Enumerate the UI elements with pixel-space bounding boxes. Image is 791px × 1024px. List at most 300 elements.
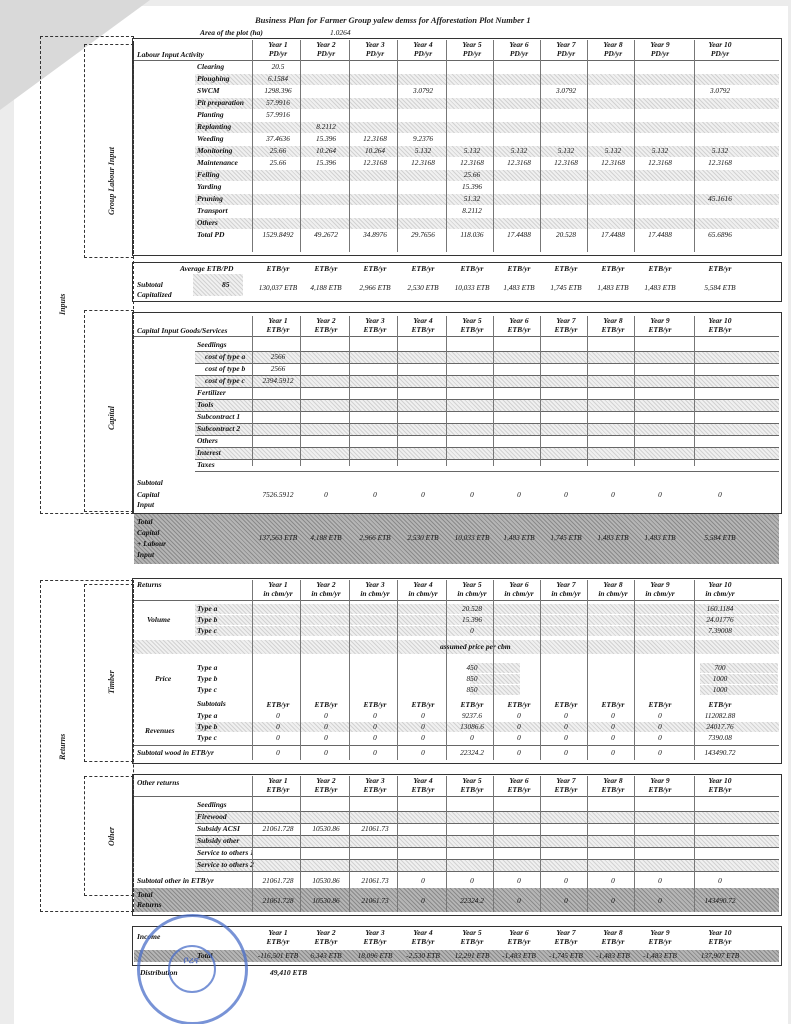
grid-line bbox=[134, 336, 779, 337]
grid-line bbox=[493, 40, 494, 252]
labour-activity-label: Yarding bbox=[197, 182, 222, 191]
timber-unit-header: in cbm/yr bbox=[645, 589, 675, 598]
labour-year-header: Year 1 bbox=[268, 40, 288, 49]
other-side-label: Other bbox=[107, 826, 116, 846]
total-returns-value: 143490.72 bbox=[704, 896, 736, 905]
labour-value: 12.3168 bbox=[411, 158, 435, 167]
other-subtotal-value: 10530.86 bbox=[312, 876, 340, 885]
revenue-value: 0 bbox=[564, 711, 568, 720]
labour-unit-header: PD/yr bbox=[413, 49, 433, 58]
labour-value: 12.3168 bbox=[363, 134, 387, 143]
timber-etb-unit: ETB/yr bbox=[460, 700, 484, 709]
total-input-value: 137,563 ETB bbox=[258, 533, 298, 542]
timber-year-header: Year 10 bbox=[708, 580, 732, 589]
income-unit-header: ETB/yr bbox=[648, 937, 672, 946]
volume-type-label: Type a bbox=[197, 604, 218, 613]
labour-year-header: Year 4 bbox=[413, 40, 433, 49]
other-year-header: Year 6 bbox=[509, 776, 529, 785]
income-year-header: Year 7 bbox=[556, 928, 576, 937]
labour-subtotal-unit: ETB/yr bbox=[363, 264, 387, 273]
labour-unit-header: PD/yr bbox=[365, 49, 385, 58]
other-subtotal-value: 0 bbox=[470, 876, 474, 885]
timber-subtotal-value: 0 bbox=[564, 748, 568, 757]
revenue-value: 0 bbox=[421, 733, 425, 742]
returns-side-label: Returns bbox=[58, 733, 67, 760]
other-value: 21061.728 bbox=[262, 824, 294, 833]
labour-value: 49.2672 bbox=[314, 230, 338, 239]
labour-value: 57.9916 bbox=[266, 110, 290, 119]
other-subtotal-value: 0 bbox=[658, 876, 662, 885]
capital-item-label: Subcontract 1 bbox=[197, 412, 241, 421]
income-year-header: Year 4 bbox=[413, 928, 433, 937]
income-total-value: 12,291 ETB bbox=[454, 951, 490, 960]
capital-item-label: Tools bbox=[197, 400, 214, 409]
timber-etb-unit: ETB/yr bbox=[314, 700, 338, 709]
capital-year-header: Year 6 bbox=[509, 316, 529, 325]
capital-subtotal-value: 7526.5912 bbox=[262, 490, 294, 499]
timber-subtotal-value: 0 bbox=[517, 748, 521, 757]
revenue-value: 0 bbox=[324, 733, 328, 742]
capital-subtotal-value: 0 bbox=[373, 490, 377, 499]
timber-subtotal-label: Subtotal wood in ETB/yr bbox=[137, 748, 214, 757]
page-title: Business Plan for Farmer Group yalew demss for Afforestation Plot Number 1 bbox=[255, 15, 531, 25]
row-shading bbox=[195, 122, 779, 133]
grid-line bbox=[195, 871, 779, 872]
revenue-value: 9237.6 bbox=[461, 711, 483, 720]
capital-subtotal-label-1: Subtotal bbox=[137, 478, 163, 487]
income-unit-header: ETB/yr bbox=[411, 937, 435, 946]
timber-subtotal-value: 0 bbox=[658, 748, 662, 757]
labour-value: 3.0792 bbox=[555, 86, 577, 95]
total-input-value: 2,966 ETB bbox=[359, 533, 391, 542]
labour-value: 17.4488 bbox=[601, 230, 625, 239]
income-year-header: Year 10 bbox=[708, 928, 732, 937]
row-shading bbox=[195, 812, 779, 823]
grid-line bbox=[634, 776, 635, 912]
grid-line bbox=[493, 316, 494, 466]
capital-unit-header: ETB/yr bbox=[314, 325, 338, 334]
grid-line bbox=[540, 580, 541, 760]
labour-value: 5.132 bbox=[711, 146, 729, 155]
volume-y5-value: 0 bbox=[470, 626, 474, 635]
labour-unit-header: PD/yr bbox=[316, 49, 336, 58]
grid-line bbox=[300, 316, 301, 466]
grid-line bbox=[134, 600, 779, 601]
other-unit-header: ETB/yr bbox=[460, 785, 484, 794]
grid-line bbox=[694, 580, 695, 760]
revenue-value: 24017.76 bbox=[706, 722, 734, 731]
timber-etb-unit: ETB/yr bbox=[266, 700, 290, 709]
revenue-value: 7390.08 bbox=[708, 733, 732, 742]
labour-value: 29.7656 bbox=[411, 230, 435, 239]
labour-activity-label: Others bbox=[197, 218, 218, 227]
capital-year-header: Year 5 bbox=[462, 316, 482, 325]
timber-unit-header: in cbm/yr bbox=[504, 589, 534, 598]
labour-unit-header: PD/yr bbox=[603, 49, 623, 58]
grid-line bbox=[540, 40, 541, 252]
grid-line bbox=[349, 580, 350, 760]
grid-line bbox=[587, 776, 588, 912]
other-subtotal-value: 21061.73 bbox=[361, 876, 389, 885]
grid-line bbox=[195, 411, 779, 412]
capital-unit-header: ETB/yr bbox=[411, 325, 435, 334]
income-unit-header: ETB/yr bbox=[554, 937, 578, 946]
grid-line bbox=[195, 847, 779, 848]
row-shading bbox=[195, 836, 779, 847]
labour-activity-label: Transport bbox=[197, 206, 228, 215]
timber-subtotal-value: 0 bbox=[276, 748, 280, 757]
other-year-header: Year 8 bbox=[603, 776, 623, 785]
grid-line bbox=[540, 776, 541, 912]
other-unit-header: ETB/yr bbox=[411, 785, 435, 794]
grid-line bbox=[300, 776, 301, 912]
revenue-value: 0 bbox=[276, 722, 280, 731]
area-value: 1.0264 bbox=[330, 28, 351, 37]
other-year-header: Year 7 bbox=[556, 776, 576, 785]
other-item-label: Subsidy ACSI bbox=[197, 824, 240, 833]
capital-subtotal-value: 0 bbox=[658, 490, 662, 499]
revenue-value: 0 bbox=[658, 711, 662, 720]
labour-subtotal-unit: ETB/yr bbox=[314, 264, 338, 273]
volume-label: Volume bbox=[147, 615, 171, 624]
labour-subtotal-unit: ETB/yr bbox=[266, 264, 290, 273]
capital-subtotal-value: 0 bbox=[324, 490, 328, 499]
subtotals-label: Subtotals bbox=[197, 699, 226, 708]
labour-value: 25.66 bbox=[269, 158, 287, 167]
labour-value: 20.528 bbox=[555, 230, 577, 239]
labour-value: 5.132 bbox=[414, 146, 432, 155]
price-y10-value: 1000 bbox=[712, 674, 728, 683]
other-item-label: Service to others 2 bbox=[197, 860, 254, 869]
income-year-header: Year 8 bbox=[603, 928, 623, 937]
labour-value: 1298.396 bbox=[264, 86, 292, 95]
other-year-header: Year 9 bbox=[650, 776, 670, 785]
labour-value: 12.3168 bbox=[601, 158, 625, 167]
other-unit-header: ETB/yr bbox=[266, 785, 290, 794]
income-total-value: -1,745 ETB bbox=[549, 951, 583, 960]
labour-subtotal-value: 1,745 ETB bbox=[550, 283, 582, 292]
other-subtotal-value: 0 bbox=[564, 876, 568, 885]
volume-y10-value: 7.39008 bbox=[708, 626, 732, 635]
labour-value: 25.66 bbox=[463, 170, 481, 179]
revenue-value: 0 bbox=[373, 722, 377, 731]
grid-line bbox=[587, 580, 588, 760]
timber-etb-unit: ETB/yr bbox=[601, 700, 625, 709]
grid-line bbox=[134, 745, 779, 746]
timber-year-header: Year 6 bbox=[509, 580, 529, 589]
labour-value: 65.6896 bbox=[708, 230, 732, 239]
grid-line bbox=[446, 40, 447, 252]
price-y10-value: 700 bbox=[714, 663, 726, 672]
timber-subtotal-value: 143490.72 bbox=[704, 748, 736, 757]
other-unit-header: ETB/yr bbox=[363, 785, 387, 794]
grid-line bbox=[349, 316, 350, 466]
timber-etb-unit: ETB/yr bbox=[411, 700, 435, 709]
grid-line bbox=[252, 316, 253, 466]
capital-item-label: cost of type b bbox=[205, 364, 246, 373]
other-item-label: Firewood bbox=[197, 812, 227, 821]
income-year-header: Year 6 bbox=[509, 928, 529, 937]
other-subtotal-label: Subtotal other in ETB/yr bbox=[137, 876, 214, 885]
capital-unit-header: ETB/yr bbox=[507, 325, 531, 334]
row-shading bbox=[195, 448, 779, 459]
labour-activity-label: SWCM bbox=[197, 86, 220, 95]
labour-activity-label: Pit preparation bbox=[197, 98, 244, 107]
grid-line bbox=[493, 580, 494, 760]
capital-item-label: cost of type c bbox=[205, 376, 245, 385]
labour-subtotal-value: 2,530 ETB bbox=[407, 283, 439, 292]
revenue-value: 0 bbox=[517, 722, 521, 731]
labour-activity-label: Weeding bbox=[197, 134, 224, 143]
capital-side-label: Capital bbox=[107, 405, 116, 430]
labour-value: 45.1616 bbox=[708, 194, 732, 203]
avg-etb-label: Average ETB/PD bbox=[180, 264, 234, 273]
price-y5-value: 850 bbox=[466, 674, 478, 683]
grid-line bbox=[446, 580, 447, 760]
labour-subtotal-label-2: Capitalized bbox=[137, 290, 172, 299]
total-returns-value: 0 bbox=[421, 896, 425, 905]
price-type-label: Type c bbox=[197, 685, 217, 694]
labour-value: 12.3168 bbox=[708, 158, 732, 167]
timber-unit-header: in cbm/yr bbox=[598, 589, 628, 598]
labour-subtotal-unit: ETB/yr bbox=[507, 264, 531, 273]
capital-item-label: Subcontract 2 bbox=[197, 424, 241, 433]
labour-year-header: Year 3 bbox=[365, 40, 385, 49]
total-input-label-4: Input bbox=[137, 550, 155, 559]
income-label: Income bbox=[137, 932, 161, 941]
other-header-label: Other returns bbox=[137, 778, 180, 787]
area-label: Area of the plot (ha) bbox=[200, 28, 263, 37]
price-type-label: Type b bbox=[197, 674, 218, 683]
price-y10-value: 1000 bbox=[712, 685, 728, 694]
labour-subtotal-unit: ETB/yr bbox=[411, 264, 435, 273]
revenue-value: 0 bbox=[658, 722, 662, 731]
other-subtotal-value: 21061.728 bbox=[262, 876, 294, 885]
revenue-value: 0 bbox=[421, 711, 425, 720]
labour-value: 118.036 bbox=[460, 230, 484, 239]
other-subtotal-value: 0 bbox=[517, 876, 521, 885]
distribution-label: Distribution bbox=[140, 968, 178, 977]
revenue-value: 0 bbox=[611, 733, 615, 742]
total-returns-value: 0 bbox=[658, 896, 662, 905]
labour-activity-label: Ploughing bbox=[197, 74, 230, 83]
labour-activity-label: Maintenance bbox=[197, 158, 238, 167]
labour-value: 3.0792 bbox=[412, 86, 434, 95]
labour-subtotal-value: 1,483 ETB bbox=[644, 283, 676, 292]
grid-line bbox=[694, 316, 695, 466]
grid-line bbox=[446, 776, 447, 912]
labour-value: 10.264 bbox=[364, 146, 386, 155]
income-total-value: 6,343 ETB bbox=[310, 951, 342, 960]
total-input-label-1: Total bbox=[137, 517, 153, 526]
total-returns-value: 21061.728 bbox=[262, 896, 294, 905]
revenue-value: 0 bbox=[517, 733, 521, 742]
capital-unit-header: ETB/yr bbox=[460, 325, 484, 334]
income-year-header: Year 9 bbox=[650, 928, 670, 937]
capital-year-header: Year 4 bbox=[413, 316, 433, 325]
timber-subtotal-value: 22324.2 bbox=[460, 748, 484, 757]
income-unit-header: ETB/yr bbox=[460, 937, 484, 946]
labour-subtotal-unit: ETB/yr bbox=[708, 264, 732, 273]
revenue-value: 112082.88 bbox=[704, 711, 736, 720]
grid-line bbox=[252, 40, 253, 252]
income-total-value: -1,483 ETB bbox=[643, 951, 677, 960]
income-year-header: Year 5 bbox=[462, 928, 482, 937]
grid-line bbox=[195, 471, 779, 472]
labour-year-header: Year 9 bbox=[650, 40, 670, 49]
capital-value: 2394.5912 bbox=[262, 376, 294, 385]
labour-subtotal-value: 2,966 ETB bbox=[359, 283, 391, 292]
timber-etb-unit: ETB/yr bbox=[363, 700, 387, 709]
labour-activity-label: Clearing bbox=[197, 62, 225, 71]
revenue-value: 0 bbox=[276, 733, 280, 742]
labour-value: 15.396 bbox=[315, 158, 337, 167]
capital-subtotal-value: 0 bbox=[564, 490, 568, 499]
total-returns-value: 10530.86 bbox=[312, 896, 340, 905]
revenue-value: 0 bbox=[324, 711, 328, 720]
labour-value: 57.9916 bbox=[266, 98, 290, 107]
income-total-value: -1,483 ETB bbox=[596, 951, 630, 960]
stamp-emblem bbox=[168, 945, 216, 993]
price-y5-value: 450 bbox=[466, 663, 478, 672]
revenue-value: 0 bbox=[611, 711, 615, 720]
timber-unit-header: in cbm/yr bbox=[705, 589, 735, 598]
labour-value: 34.8976 bbox=[363, 230, 387, 239]
labour-value: 17.4488 bbox=[648, 230, 672, 239]
timber-year-header: Year 1 bbox=[268, 580, 288, 589]
income-total-value: -116,501 ETB bbox=[257, 951, 299, 960]
price-label: Price bbox=[155, 674, 172, 683]
volume-type-label: Type b bbox=[197, 615, 218, 624]
timber-subtotal-value: 0 bbox=[611, 748, 615, 757]
income-unit-header: ETB/yr bbox=[266, 937, 290, 946]
labour-subtotal-value: 4,188 ETB bbox=[310, 283, 342, 292]
timber-side-label: Timber bbox=[107, 670, 116, 694]
income-year-header: Year 3 bbox=[365, 928, 385, 937]
total-input-value: 4,188 ETB bbox=[310, 533, 342, 542]
labour-subtotal-value: 1,483 ETB bbox=[597, 283, 629, 292]
labour-value: 5.132 bbox=[557, 146, 575, 155]
income-total-value: -1,483 ETB bbox=[502, 951, 536, 960]
revenue-value: 0 bbox=[470, 733, 474, 742]
grid-line bbox=[587, 40, 588, 252]
income-unit-header: ETB/yr bbox=[708, 937, 732, 946]
capital-subtotal-label-3: Input bbox=[137, 500, 155, 509]
timber-year-header: Year 9 bbox=[650, 580, 670, 589]
grid-line bbox=[252, 776, 253, 912]
labour-value: 8.2112 bbox=[462, 206, 482, 215]
income-year-header: Year 2 bbox=[316, 928, 336, 937]
volume-y5-value: 15.396 bbox=[461, 615, 483, 624]
row-shading bbox=[195, 860, 779, 871]
revenue-value: 0 bbox=[421, 722, 425, 731]
other-item-label: Service to others 1 bbox=[197, 848, 254, 857]
total-input-value: 1,483 ETB bbox=[644, 533, 676, 542]
capital-year-header: Year 2 bbox=[316, 316, 336, 325]
labour-value: 12.3168 bbox=[554, 158, 578, 167]
total-returns-label-1: Total bbox=[137, 890, 153, 899]
grid-line bbox=[397, 40, 398, 252]
timber-etb-unit: ETB/yr bbox=[648, 700, 672, 709]
timber-year-header: Year 4 bbox=[413, 580, 433, 589]
grid-line bbox=[349, 40, 350, 252]
official-stamp bbox=[137, 914, 248, 1024]
price-y5-value: 850 bbox=[466, 685, 478, 694]
revenue-type-label: Type b bbox=[197, 722, 218, 731]
other-subtotal-value: 0 bbox=[718, 876, 722, 885]
timber-etb-unit: ETB/yr bbox=[708, 700, 732, 709]
capital-item-label: Fertilizer bbox=[197, 388, 226, 397]
labour-value: 6.1584 bbox=[267, 74, 289, 83]
labour-unit-header: PD/yr bbox=[650, 49, 670, 58]
grid-line bbox=[587, 316, 588, 466]
other-unit-header: ETB/yr bbox=[601, 785, 625, 794]
other-value: 21061.73 bbox=[361, 824, 389, 833]
income-total-label: Total bbox=[197, 951, 213, 960]
other-item-label: Subsidy other bbox=[197, 836, 240, 845]
grid-line bbox=[134, 60, 779, 61]
grid-line bbox=[694, 40, 695, 252]
other-year-header: Year 10 bbox=[708, 776, 732, 785]
labour-unit-header: PD/yr bbox=[556, 49, 576, 58]
other-unit-header: ETB/yr bbox=[554, 785, 578, 794]
capital-unit-header: ETB/yr bbox=[363, 325, 387, 334]
labour-value: 9.2376 bbox=[412, 134, 434, 143]
capital-year-header: Year 3 bbox=[365, 316, 385, 325]
capital-unit-header: ETB/yr bbox=[554, 325, 578, 334]
revenue-value: 0 bbox=[373, 711, 377, 720]
total-input-value: 10,033 ETB bbox=[454, 533, 490, 542]
grid-line bbox=[134, 796, 779, 797]
labour-value: 5.132 bbox=[510, 146, 528, 155]
total-returns-value: 0 bbox=[517, 896, 521, 905]
labour-value: 5.132 bbox=[463, 146, 481, 155]
grid-line bbox=[634, 316, 635, 466]
labour-subtotal-unit: ETB/yr bbox=[601, 264, 625, 273]
grid-line bbox=[634, 40, 635, 252]
timber-year-header: Year 5 bbox=[462, 580, 482, 589]
grid-line bbox=[634, 580, 635, 760]
timber-unit-header: in cbm/yr bbox=[551, 589, 581, 598]
labour-year-header: Year 10 bbox=[708, 40, 732, 49]
labour-year-header: Year 2 bbox=[316, 40, 336, 49]
labour-activity-label: Monitoring bbox=[197, 146, 233, 155]
timber-unit-header: in cbm/yr bbox=[457, 589, 487, 598]
assumed-price-label: assumed price per cbm bbox=[440, 642, 511, 651]
labour-unit-header: PD/yr bbox=[462, 49, 482, 58]
labour-year-header: Year 5 bbox=[462, 40, 482, 49]
labour-unit-header: PD/yr bbox=[268, 49, 288, 58]
grid-line bbox=[694, 776, 695, 912]
capital-unit-header: ETB/yr bbox=[648, 325, 672, 334]
grid-line bbox=[195, 435, 779, 436]
labour-subtotal-unit: ETB/yr bbox=[460, 264, 484, 273]
timber-etb-unit: ETB/yr bbox=[507, 700, 531, 709]
capital-item-label: Others bbox=[197, 436, 218, 445]
total-returns-value: 22324.2 bbox=[460, 896, 484, 905]
other-subtotal-value: 0 bbox=[421, 876, 425, 885]
labour-value: 20.5 bbox=[271, 62, 285, 71]
labour-value: 5.132 bbox=[604, 146, 622, 155]
other-year-header: Year 2 bbox=[316, 776, 336, 785]
row-shading bbox=[195, 400, 779, 411]
labour-header-label: Labour Input Activity bbox=[137, 50, 204, 59]
revenue-value: 0 bbox=[373, 733, 377, 742]
capital-item-label: Taxes bbox=[197, 460, 215, 469]
capital-unit-header: ETB/yr bbox=[601, 325, 625, 334]
labour-value: 51.32 bbox=[463, 194, 481, 203]
volume-y5-value: 20.528 bbox=[461, 604, 483, 613]
